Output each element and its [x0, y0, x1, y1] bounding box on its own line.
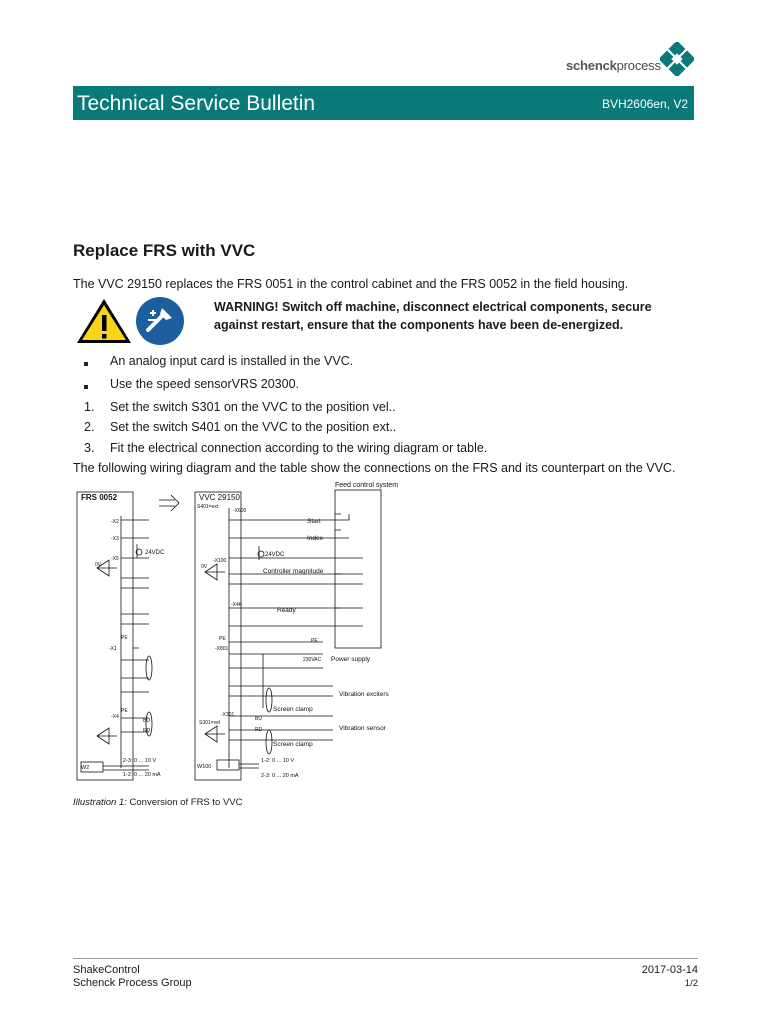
figure-caption: Illustration 1: Conversion of FRS to VVC — [73, 797, 243, 808]
vvc-bu-label: BU — [255, 716, 262, 722]
bullet-icon — [84, 385, 88, 389]
screen-clamp-2-label: Screen clamp — [273, 741, 313, 748]
company-logo — [566, 40, 696, 80]
document-id: BVH2606en, V2 — [601, 97, 688, 111]
step-item: 1. Set the switch S301 on the VVC to the position vel.. — [84, 400, 396, 414]
disconnect-mandatory-icon — [136, 297, 184, 345]
x100-label: -X100 — [213, 558, 227, 564]
vvc-label: VVC 29150 — [199, 493, 240, 502]
start-label: Start — [307, 518, 321, 525]
footer-company: Schenck Process Group — [73, 977, 192, 989]
step-item: 3. Fit the electrical connection according to the wiring diagram or table. — [84, 441, 488, 455]
x600-label: -X600 — [233, 508, 247, 514]
feed-control-label: Feed control system — [335, 482, 399, 489]
bullet-item: Use the speed sensorVRS 20300. — [84, 377, 299, 391]
vibration-exciters-label: Vibration exciters — [339, 691, 389, 698]
x4-label: -X4 — [111, 714, 119, 720]
vvc-24vdc-label: 24VDC — [265, 552, 285, 558]
step-item: 2. Set the switch S401 on the VVC to the position ext.. — [84, 420, 397, 434]
bullet-item: An analog input card is installed in the VVC. — [84, 354, 353, 368]
logo-mark-icon — [660, 42, 694, 76]
frs-range-1: 2-3: 0 ... 10 V — [123, 758, 157, 764]
frs-24vdc-label: 24VDC — [145, 550, 165, 556]
230vac-label: 230VAC — [303, 657, 322, 663]
power-supply-label: Power supply — [331, 656, 371, 663]
vvc-range-1: 1-2: 0 ... 10 V — [261, 758, 295, 764]
frs-pe4-label: PE — [121, 708, 128, 714]
intro-paragraph: The VVC 29150 replaces the FRS 0051 in the control cabinet and the FRS 0052 in the field housing. — [73, 277, 629, 291]
section-title: Replace FRS with VVC — [73, 241, 256, 260]
footer-divider — [73, 958, 698, 959]
x3-label: -X3 — [111, 536, 119, 542]
bullet-icon — [84, 362, 88, 366]
wiring-diagram — [73, 478, 413, 788]
bulletin-banner — [73, 86, 694, 120]
x5-label: -X5 — [111, 556, 119, 562]
warning-text: WARNING! Switch off machine, disconnect electrical components, secure against restart, ensure that the components have been de-energized. — [214, 300, 652, 332]
frs-rd-label: RD — [143, 728, 151, 734]
feed-pe-label: PE — [311, 638, 318, 644]
logo-wordmark: schenckprocess — [566, 58, 661, 73]
warning-icons — [74, 296, 204, 351]
frs-label: FRS 0052 — [81, 493, 118, 502]
w100-label: W100 — [197, 764, 212, 770]
ready-label: Ready — [277, 607, 296, 614]
x4k-label: -X4K — [231, 602, 243, 608]
vvc-pe-label: PE — [219, 636, 226, 642]
frs-bu-label: BU — [143, 718, 150, 724]
footer-product: ShakeControl — [73, 964, 140, 976]
x801-label: -X801 — [215, 646, 229, 652]
w2-label: W2 — [81, 765, 90, 771]
footer-date: 2017-03-14 — [641, 964, 698, 976]
banner-title: Technical Service Bulletin — [77, 92, 316, 115]
controller-magnitude-label: Controller magnitude — [263, 568, 324, 575]
x301-label: -X301 — [221, 712, 235, 718]
frs-0v-label: 0V — [95, 562, 102, 568]
page-number: 1/2 — [684, 978, 698, 989]
index-label: Index — [307, 535, 323, 542]
warning-triangle-icon — [77, 299, 131, 343]
x1-label: -X1 — [109, 646, 117, 652]
vibration-sensor-label: Vibration sensor — [339, 725, 386, 732]
frs-range-2: 1-2: 0 ... 20 mA — [123, 772, 161, 778]
s301-label: S301=vel — [199, 720, 220, 726]
vvc-0v-label: 0V — [201, 564, 208, 570]
frs-pe-label: PE — [121, 635, 128, 641]
diagram-intro: The following wiring diagram and the table show the connections on the FRS and its counterpart on the VVC. — [73, 461, 676, 475]
vvc-rd-label: RD — [255, 727, 263, 733]
vvc-range-2: 2-3: 0 ... 20 mA — [261, 773, 299, 779]
x2-label: -X2 — [111, 519, 119, 525]
screen-clamp-1-label: Screen clamp — [273, 706, 313, 713]
s401-label: S401=ext — [197, 504, 219, 510]
